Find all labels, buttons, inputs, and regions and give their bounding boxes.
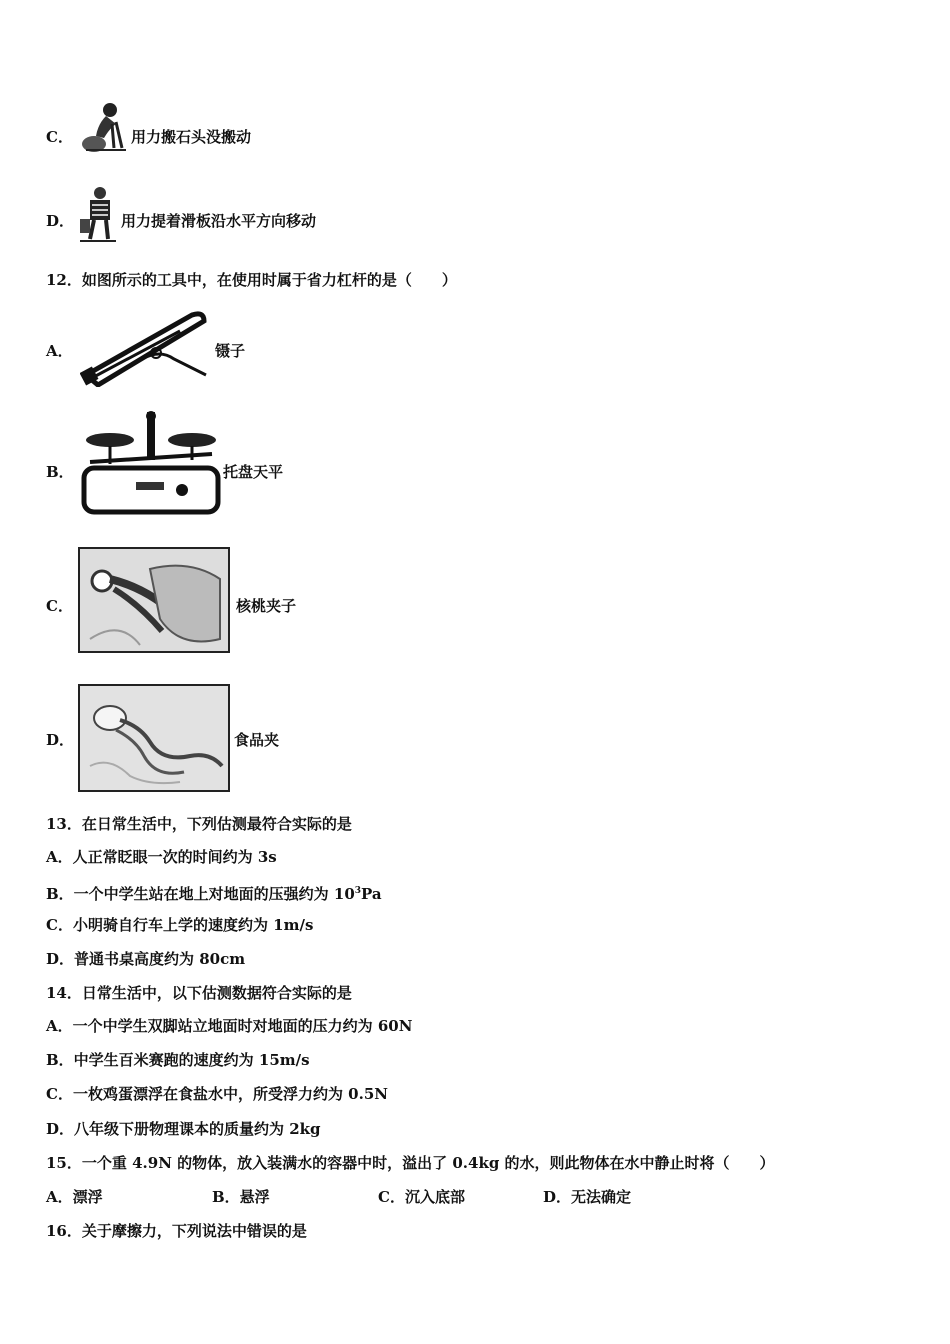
q15-option-a: A．漂浮 bbox=[46, 1188, 103, 1206]
q12-option-d-letter: D． bbox=[46, 731, 75, 749]
q15-option-c: C．沉入底部 bbox=[378, 1188, 465, 1206]
question-12-stem: 12．如图所示的工具中，在使用时属于省力杠杆的是（ ） bbox=[46, 271, 457, 289]
q12-option-d-caption: 食品夹 bbox=[234, 731, 280, 749]
lifting-stone-icon bbox=[76, 100, 132, 154]
q12-option-a-caption: 镊子 bbox=[215, 342, 246, 360]
q14-option-c: C．一枚鸡蛋漂浮在食盐水中，所受浮力约为 0.5N bbox=[46, 1085, 388, 1103]
nutcracker-icon bbox=[78, 547, 230, 653]
q11-option-d-caption: 用力提着滑板沿水平方向移动 bbox=[121, 212, 317, 230]
food-tongs-icon bbox=[78, 684, 230, 792]
tweezers-icon bbox=[80, 305, 212, 387]
question-16-stem: 16．关于摩擦力，下列说法中错误的是 bbox=[46, 1222, 307, 1240]
q11-option-d-letter: D． bbox=[46, 212, 75, 230]
q14-option-d: D．八年级下册物理课本的质量约为 2kg bbox=[46, 1120, 321, 1138]
q12-option-a-letter: A． bbox=[46, 342, 73, 360]
q13-option-b-unit: Pa bbox=[361, 885, 382, 903]
q15-option-d: D．无法确定 bbox=[543, 1188, 632, 1206]
q13-option-b-exponent: 3 bbox=[354, 886, 362, 896]
q14-option-b: B．中学生百米赛跑的速度约为 15m/s bbox=[46, 1051, 310, 1069]
q14-option-a: A．一个中学生双脚站立地面时对地面的压力约为 60N bbox=[46, 1017, 413, 1035]
q13-option-c: C．小明骑自行车上学的速度约为 1m/s bbox=[46, 916, 314, 934]
q12-option-c-caption: 核桃夹子 bbox=[236, 597, 297, 615]
q13-option-b-text: B．一个中学生站在地上对地面的压强约为 10 bbox=[46, 885, 355, 903]
question-13-stem: 13．在日常生活中，下列估测最符合实际的是 bbox=[46, 815, 352, 833]
q13-option-a: A．人正常眨眼一次的时间约为 3s bbox=[46, 848, 277, 866]
balance-icon bbox=[80, 410, 222, 516]
question-14-stem: 14．日常生活中，以下估测数据符合实际的是 bbox=[46, 984, 352, 1002]
question-15-stem: 15．一个重 4.9N 的物体，放入装满水的容器中时，溢出了 0.4kg 的水，则此物体在水中静止时将（ ） bbox=[46, 1154, 775, 1172]
q11-option-c-caption: 用力搬石头没搬动 bbox=[131, 128, 252, 146]
q13-option-b bbox=[46, 881, 382, 904]
q12-option-b-caption: 托盘天平 bbox=[223, 463, 284, 481]
q13-option-d: D．普通书桌高度约为 80cm bbox=[46, 950, 246, 968]
carrying-skateboard-icon bbox=[76, 185, 122, 245]
q15-option-b: B．悬浮 bbox=[212, 1188, 270, 1206]
q11-option-c-letter: C． bbox=[46, 128, 73, 146]
q12-option-b-letter: B． bbox=[46, 463, 74, 481]
q12-option-c-letter: C． bbox=[46, 597, 73, 615]
